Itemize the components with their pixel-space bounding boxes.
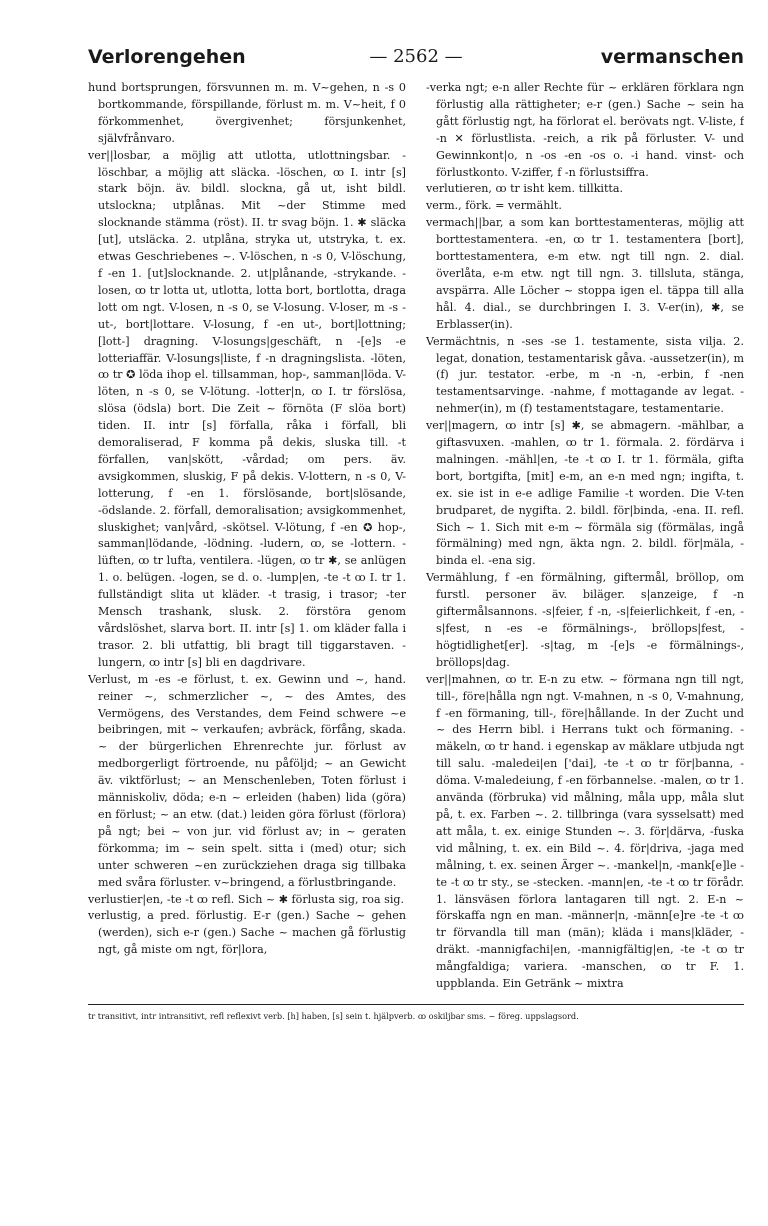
page-header [88,46,744,74]
entry-paragraph: verlustig, a pred. förlustig. E-r (gen.) Sache ~ gehen (werden), sich e-r (gen.) Sache ~ machen gå förlustig ngt, gå miste om ngt, för|lora, [88,909,406,957]
entry-paragraph: verm., förk. = vermählt. [426,199,562,213]
footer-divider [88,1004,744,1005]
abbreviation-legend: tr transitivt, intr intransitivt, refl reflexivt verb. [h] haben, [s] sein t. hjälpverb. ꝏ oskiljbar sms. ~ föreg. uppslagsord. [88,1011,579,1021]
page-number: — 2562 — [369,46,463,67]
entry-paragraph: ver||losbar, a möjlig att utlotta, utlottningsbar. -löschbar, a möjlig att släcka. -löschen, ꝏ I. intr [s] stark böjn. äv. bildl. slockna, gå ut, isht bildl. utslockna; utplånas. Mit ~der Stimme med slocknande stämma (röst). II. tr svag böjn. 1. ✱ släcka [ut], utsläcka. 2. utplåna, stryka ut, utstryka, t. ex. etwas Geschriebenes ~. V-löschen, n -s 0, V-löschung, f -en 1. [ut]slocknande. 2. ut|plånande, -strykande. -losen, ꝏ tr lotta ut, utlotta, lotta bort, bortlotta, draga lott om ngt. V-losen, n -s 0, se V-losung. V-loser, m -s - ut-, bort|lottare. V-losung, f -en ut-, bort|lottning; [lott-] dragning. V-losungs|geschäft, n -[e]s -e lotteriaffär. V-losungs|liste, f -n dragningslista. -löten, ꝏ tr ✪ löda ihop el. tillsamman, hop-, samman|löda. V-löten, n -s 0, se V-lötung. -lotter|n, ꝏ I. tr förslösa, slösa (ödsla) bort. Die Zeit ~ förnöta (F slöa bort) tiden. II. intr [s] förfalla, råka i förfall, bli demoraliserad, F komma på dekis, sluska till. -t förfallen, van|skött, -vårdad; om pers. äv. avsigkommen, sluskig, F på dekis. V-lottern, n -s 0, V-lotterung, f -en 1. förslösande, bort|slösande, -ödslande. 2. förfall, demoralisation; avsigkommenhet, sluskighet; van|vård, -skötsel. V-lötung, f -en ✪ hop-, samman|lödande, -lödning. -ludern, ꝏ, se -lottern. -lüften, ꝏ tr lufta, ventilera. -lügen, ꝏ tr ✱, se anlügen 1. o. belügen. -logen, se d. o. -lump|en, -te -t ꝏ I. tr 1. fullständigt slita ut kläder. -t trasig, i trasor; -ter Mensch trashank, slusk. 2. förstöra genom vårdslöshet, slarva bort. II. intr [s] 1. om kläder falla i trasor. 2. bli utfattig, bli bragt till tiggarstaven. -lungern, ꝏ intr [s] bli en dagdrivare. [88,148,406,669]
entry-paragraph: verlutieren, ꝏ tr isht kem. tillkitta. [426,182,624,196]
entry-paragraph: verlustier|en, -te -t ꝏ refl. Sich ~ ✱ förlusta sig, roa sig. [88,892,404,906]
entry-paragraph: -verka ngt; e-n aller Rechte für ~ erklären förklara ngn förlustig alla rättigheter; e-r (gen.) Sache ~ sein ha gått förlustig ngt, ha förlorat el. berövats ngt. V-liste, f -n ✕ förlustlista. -reich, a rik på förluster. V- und Gewinnkont|o, n -os -en -os o. -i hand. vinst- och förlustkonto. V-ziffer, f -n förlustsiffra. [426,81,744,179]
right-column [426,80,744,1000]
entry-paragraph: hund bortsprungen, försvunnen m. m. V~gehen, n -s 0 bortkommande, förspillande, förlust m. m. V~heit, f 0 förkommenhet, övergivenhet; försjunkenhet, självfrånvaro. [88,81,406,145]
header-last-entry: vermanschen [600,46,744,68]
entry-paragraph: ver||magern, ꝏ intr [s] ✱, se abmagern. -mählbar, a giftasvuxen. -mahlen, ꝏ tr 1. förmala. 2. fördärva i malningen. -mähl|en, -te -t ꝏ I. tr 1. förmäla, gifta bort, bortgifta, [mit] e-m, an e-n med ngn; ingifta, t. ex. sie ist in e-e adlige Familie -t worden. Die V-ten brudparet, de nygifta. 2. bildl. för|binda, -ena. II. refl. Sich ~ 1. Sich mit e-m ~ förmäla sig (förmälas, ingå förmälning) med ngn, äkta ngn. 2. bildl. för|mäla, -binda el. -ena sig. [426,419,744,568]
entry-paragraph: Vermächtnis, n -ses -se 1. testamente, sista vilja. 2. legat, donation, testamentarisk gåva. -aussetzer(in), m (f) jur. testator. -erbe, m -n -n, -erbin, f -nen testamentsarvinge. -nahme, f mottagande av legat. -nehmer(in), m (f) testamentstagare, testamentarie. [426,334,744,416]
entry-paragraph: Vermählung, f -en förmälning, giftermål, bröllop, om furstl. personer äv. biläger. s|anzeige, f -n giftermålsannons. -s|feier, f -n, -s|feierlichkeit, f -en, -s|fest, n -es -e förmälnings-, bröllops|fest, -högtidlighet[er]. -s|tag, m -[e]s -e förmälnings-, bröllops|dag. [426,571,744,669]
entry-paragraph: vermach||bar, a som kan borttestamenteras, möjlig att borttestamentera. -en, ꝏ tr 1. testamentera [bort], borttestamentera, e-m etw. ngt till ngn. 2. dial. överlåta, e-m etw. ngt till ngn. 3. tillsluta, stänga, avspärra. Alle Löcher ~ stoppa igen el. täppa till alla hål. 4. dial., se durchbringen I. 3. V-er(in), ✱, se Erblasser(in). [426,216,744,331]
entry-paragraph: Verlust, m -es -e förlust, t. ex. Gewinn und ~, hand. reiner ~, schmerzlicher ~, ~ des Amtes, des Vermögens, des Verstandes, dem Feind schwere ~e beibringen, mit ~ verkaufen; avbräck, förfång, skada. ~ der bürgerlichen Ehrenrechte jur. förlust av medborgerligt förtroende, nu påföljd; ~ an Gewicht äv. viktförlust; ~ an Menschenleben, Toten förlust i människoliv, döda; e-n ~ erleiden (haben) lida (göra) en förlust; ~ an etw. (dat.) leiden göra förlust (förlora) på ngt; bei ~ von jur. vid förlust av; in ~ geraten förkomma; im ~ sein spelt. sitta i (med) otur; sich unter schweren ~en zurückziehen draga sig tillbaka med svåra förluster. v~bringend, a förlustbringande. [88,672,406,889]
header-first-entry: Verlorengehen [88,46,246,68]
entry-paragraph: ver||mahnen, ꝏ tr. E-n zu etw. ~ förmana ngn till ngt, till-, före|hålla ngn ngt. V-mahnen, n -s 0, V-mahnung, f -en förmaning, till-, före|hållande. In der Zucht und ~ des Herrn bibl. i Herrans tukt och förmaning. -mäkeln, ꝏ tr hand. i egenskap av mäklare utbjuda ngt till salu. -maledei|en ['dai], -te -t ꝏ tr för|banna, -döma. V-maledeiung, f -en förbannelse. -malen, ꝏ tr 1. använda (förbruka) vid målning, måla upp, måla slut på, t. ex. Farben ~. 2. tillbringa (vara sysselsatt) med att måla, t. ex. einige Stunden ~. 3. för|därva, -fuska vid målning, t. ex. ein Bild ~. 4. för|driva, -jaga med målning, t. ex. seinen Ärger ~. -mankel|n, -mank[e]le -te -t ꝏ tr sty., se -stecken. -mann|en, -te -t ꝏ tr förådr. 1. länsväsen förlora lantagaren till ngt. 2. E-n ~ förskaffa ngn en man. -männer|n, -männ[e]re -te -t ꝏ tr förvandla till man (män); kläda i mans|kläder, -dräkt. -mannigfachi|en, -mannigfältig|en, -te -t ꝏ tr mångfaldiga; variera. -manschen, ꝏ tr F. 1. uppblanda. Ein Getränk ~ mixtra [426,672,744,991]
left-column [88,80,406,1000]
